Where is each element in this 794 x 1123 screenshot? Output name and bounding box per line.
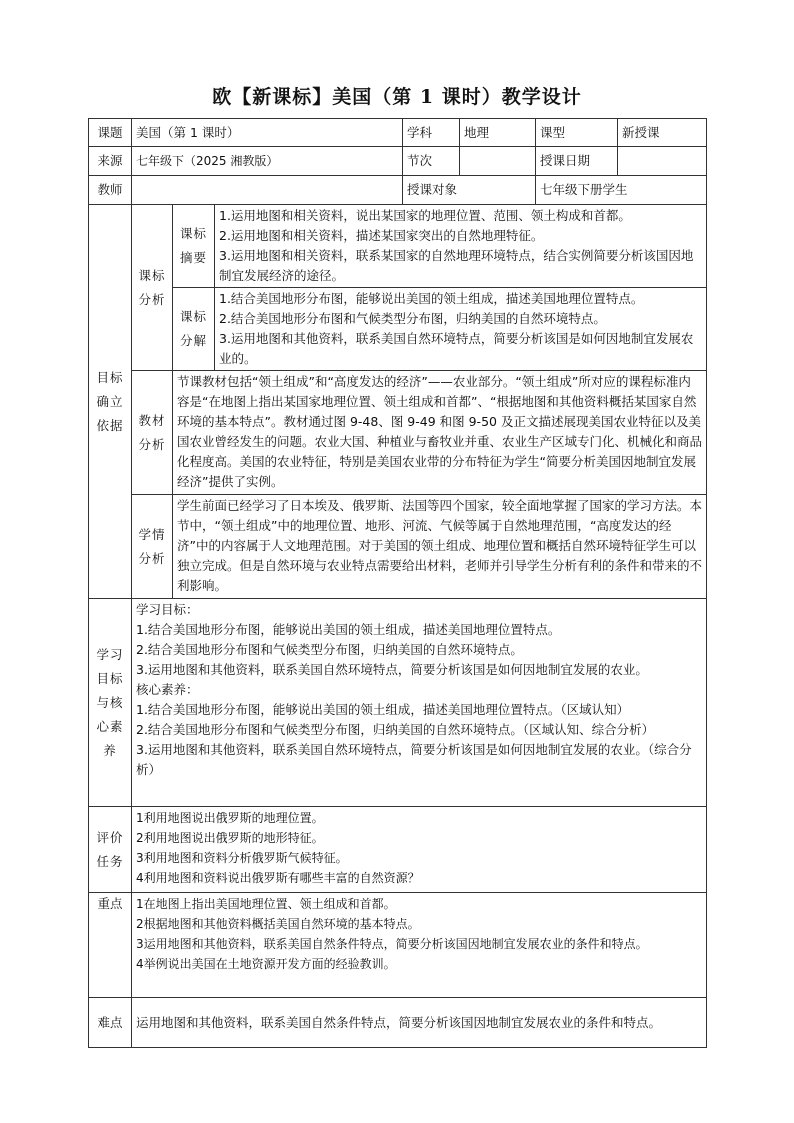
value-topic: 美国（第 1 课时） — [132, 119, 403, 147]
summary-line: 3.运用地图和相关资料，联系某国家的自然地理环境特点，结合实例简要分析该国因地制宜发展经济的途径。 — [219, 248, 694, 283]
key-point-line: 1在地图上指出美国地理位置、领土组成和首都。 — [136, 897, 396, 911]
row-standard-decomposition — [89, 288, 707, 371]
summary-line: 1.运用地图和相关资料，说出某国家的地理位置、范围、领土构成和首都。 — [219, 208, 631, 223]
row-teacher — [89, 176, 707, 205]
learner-analysis-text: 学生前面已经学习了日本埃及、俄罗斯、法国等四个国家，较全面地掌握了国家的学习方法。本节中，“领土组成”中的地理位置、地形、河流、气候等属于自然地理范围，“高度发达的经济”中的内容属于人文地理范围。对于美国的领土组成、地理位置和概括自然环境特征学生可以独立完成。但是自然环境与农业特点需要给出材料，老师并引导学生分析有利的条件和带来的不利影响。 — [173, 495, 707, 599]
decomposition-line: 1.结合美国地形分布图，能够说出美国的领土组成，描述美国地理位置特点。 — [219, 291, 644, 306]
value-lesson-type: 新授课 — [618, 119, 707, 147]
evaluation-line: 3利用地图和资料分析俄罗斯气候特征。 — [136, 851, 348, 865]
objectives-text — [132, 599, 707, 807]
label-lesson-type: 课型 — [536, 119, 618, 147]
objectives-line: 3.运用地图和其他资料，联系美国自然环境特点，简要分析该国是如何因地制宜发展的农业。（综合分析） — [136, 742, 692, 777]
row-evaluation — [89, 807, 707, 893]
row-source — [89, 147, 707, 176]
textbook-analysis-text: 节课教材包括“领土组成”和“高度发达的经济”——农业部分。“领土组成”所对应的课程标准内容是“在地图上指出某国家地理位置、领土组成和首都”、“根据地图和其他资料概括某国家自然环境的基本特点”。教材通过图 9-48、图 9-49 和图 9-50 及正文描述展现美国农业特征以及美国农业曾经发生的问题。农业大国、种植业与畜牧业并重、农业生产区域专门化、机械化和商品化程度高。美国的农业特征，特别是美国农业带的分布特征为学生“简要分析美国因地制宜发展经济”提供了实例。 — [173, 371, 707, 495]
evaluation-label: 评价任务 — [89, 807, 132, 893]
standard-decomposition-label: 课标分解 — [173, 288, 215, 371]
standard-analysis-label: 课标分析 — [132, 205, 173, 371]
row-topic — [89, 119, 707, 147]
key-points-label: 重点 — [89, 893, 132, 998]
label-teacher: 教师 — [89, 176, 132, 205]
summary-line: 2.运用地图和相关资料，描述某国家突出的自然地理特征。 — [219, 228, 544, 243]
label-date: 授课日期 — [536, 147, 618, 176]
row-key-points — [89, 893, 707, 998]
goals-basis-label: 目标确立依据 — [89, 205, 132, 599]
value-source: 七年级下（2025 湘教版） — [132, 147, 403, 176]
difficulty-text: 运用地图和其他资料，联系美国自然条件特点，简要分析该国因地制宜发展农业的条件和特点。 — [132, 998, 707, 1048]
key-point-line: 3运用地图和其他资料，联系美国自然条件特点，简要分析该国因地制宜发展农业的条件和特点。 — [136, 937, 648, 951]
value-teacher — [132, 176, 403, 205]
value-date — [618, 147, 707, 176]
lesson-plan-table — [88, 118, 707, 1048]
objectives-line: 2.结合美国地形分布图和气候类型分布图，归纳美国的自然环境特点。（区域认知、综合分析） — [136, 722, 655, 737]
value-period — [460, 147, 536, 176]
decomposition-line: 3.运用地图和其他资料，联系美国自然环境特点，简要分析该国是如何因地制宜发展农业的。 — [219, 331, 694, 366]
row-textbook-analysis — [89, 371, 707, 495]
label-audience: 授课对象 — [403, 176, 536, 205]
objectives-line: 1.结合美国地形分布图，能够说出美国的领土组成，描述美国地理位置特点。 — [136, 622, 561, 637]
decomposition-line: 2.结合美国地形分布图和气候类型分布图，归纳美国的自然环境特点。 — [219, 311, 606, 326]
objectives-line: 核心素养： — [136, 682, 199, 697]
learner-analysis-label: 学情分析 — [132, 495, 173, 599]
evaluation-line: 4利用地图和资料说出俄罗斯有哪些丰富的自然资源？ — [136, 871, 420, 885]
objectives-line: 1.结合美国地形分布图，能够说出美国的领土组成，描述美国地理位置特点。（区域认知） — [136, 702, 630, 717]
evaluation-text — [132, 807, 707, 893]
evaluation-line: 1利用地图说出俄罗斯的地理位置。 — [136, 811, 324, 825]
key-point-line: 2根据地图和其他资料概括美国自然环境的基本特点。 — [136, 917, 420, 931]
document-title: 欧【新课标】美国（第 1 课时）教学设计 — [212, 86, 582, 108]
key-point-line: 4举例说出美国在土地资源开发方面的经验教训。 — [136, 957, 396, 971]
value-subject: 地理 — [460, 119, 536, 147]
label-topic: 课题 — [89, 119, 132, 147]
standard-decomposition-text — [215, 288, 707, 371]
objectives-label: 学习目标与核心素养 — [89, 599, 132, 807]
standard-summary-label: 课标摘要 — [173, 205, 215, 288]
objectives-line: 2.结合美国地形分布图和气候类型分布图，归纳美国的自然环境特点。 — [136, 642, 523, 657]
label-source: 来源 — [89, 147, 132, 176]
row-learner-analysis — [89, 495, 707, 599]
row-standard-summary — [89, 205, 707, 288]
label-period: 节次 — [403, 147, 460, 176]
key-points-text — [132, 893, 707, 998]
row-difficulty — [89, 998, 707, 1048]
textbook-analysis-label: 教材分析 — [132, 371, 173, 495]
objectives-line: 学习目标： — [136, 602, 199, 617]
objectives-line: 3.运用地图和其他资料，联系美国自然环境特点，简要分析该国是如何因地制宜发展的农业。 — [136, 662, 648, 677]
value-audience: 七年级下册学生 — [536, 176, 707, 205]
row-objectives — [89, 599, 707, 807]
standard-summary-text — [215, 205, 707, 288]
difficulty-label: 难点 — [89, 998, 132, 1048]
evaluation-line: 2利用地图说出俄罗斯的地形特征。 — [136, 831, 324, 845]
label-subject: 学科 — [403, 119, 460, 147]
